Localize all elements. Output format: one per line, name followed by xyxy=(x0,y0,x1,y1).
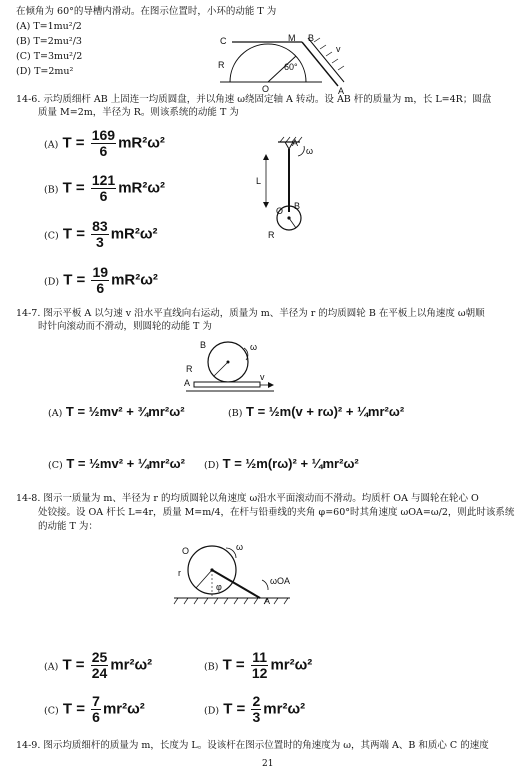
p148-line3: 的动能 T 为： xyxy=(38,521,98,532)
p135-label-m: M xyxy=(288,33,296,43)
p135-figure xyxy=(210,32,350,96)
p148-label-phi: φ xyxy=(216,582,222,592)
p147-figure xyxy=(180,338,280,394)
p147-label-w: ω xyxy=(250,342,258,352)
p146-label-o: O xyxy=(276,206,284,216)
p146-figure xyxy=(248,134,318,244)
p146-label-l: L xyxy=(256,176,262,186)
p148-figure xyxy=(170,540,310,610)
p135-option-c: (C) T=3mu²/2 xyxy=(16,51,83,62)
p135-line1: 在倾角为 60°的导槽内滑动。在图示位置时，小环的动能 T 为 xyxy=(16,6,277,17)
p135-label-o: O xyxy=(262,84,270,94)
p135-label-b: B xyxy=(308,33,315,43)
p146-label-a: A xyxy=(292,138,299,148)
p146-label-w: ω xyxy=(306,146,314,156)
p147-label-b: B xyxy=(200,340,207,350)
p148-option-d: (D) T = $\frac{2}{3}$ mr²ω² xyxy=(204,693,306,725)
page-number: 21 xyxy=(262,759,274,769)
p148-label-woa: ωOA xyxy=(270,576,291,586)
p147-line1: 14-7. 图示平板 A 以匀速 v 沿水平直线向右运动，质量为 m、半径为 r 的均质圆轮 B 在平板上以角速度 ω朝顺 xyxy=(16,308,485,319)
p147-label-a: A xyxy=(184,378,191,388)
p149-line1: 14-9. 图示均质细杆的质量为 m，长度为 L。设该杆在图示位置时的角速度为 ω，其两端 A、B 和质心 C 的速度 xyxy=(16,740,489,751)
p135-label-a: A xyxy=(338,86,345,96)
p146-label-r: R xyxy=(268,230,275,240)
p146-option-d: (D) T = $\frac{19}{6}$ mR²ω² xyxy=(44,264,158,296)
p147-label-v: v xyxy=(260,372,265,382)
p135-label-angle: 60° xyxy=(284,62,298,72)
p148-option-c: (C) T = $\frac{7}{6}$ mr²ω² xyxy=(44,693,145,725)
p148-option-a: (A) T = $\frac{25}{24}$ mr²ω² xyxy=(44,649,153,681)
p148-label-o: O xyxy=(182,546,190,556)
p147-line2: 时针向滚动而不滑动，则圆轮的动能 T 为 xyxy=(38,321,212,332)
p148-option-b: (B) T = $\frac{11}{12}$ mr²ω² xyxy=(204,649,313,681)
p147-option-a: (A) T = ½mv² + ¾mr²ω² xyxy=(48,404,185,419)
p146-line2: 质量 M=2m，半径为 R。则该系统的动能 T 为 xyxy=(38,107,239,118)
p148-line2: 处铰接。设 OA 杆长 L=4r，质量 M=m/4，在杆与铅垂线的夹角 φ=60°时其角速度 ωOA=ω/2，则此时该系统 xyxy=(38,507,515,518)
p147-option-c: (C) T = ½mv² + ¼mr²ω² xyxy=(48,456,185,471)
p147-option-d: (D) T = ½m(rω)² + ¼mr²ω² xyxy=(204,456,359,471)
p135-option-a: (A) T=1mu²/2 xyxy=(16,21,82,32)
p135-label-c: C xyxy=(220,36,227,46)
p135-option-d: (D) T=2mu² xyxy=(16,66,74,77)
p135-label-v: v xyxy=(336,44,341,54)
p146-option-c: (C) T = $\frac{83}{3}$ mR²ω² xyxy=(44,218,158,250)
p146-label-b: B xyxy=(294,201,301,211)
p146-option-a: (A) T = $\frac{169}{6}$ mR²ω² xyxy=(44,127,165,159)
p135-label-r: R xyxy=(218,60,225,70)
p148-label-a: A xyxy=(264,596,271,606)
p148-line1: 14-8. 图示一质量为 m、半径为 r 的均质圆轮以角速度 ω沿水平面滚动而不滑动。均质杆 OA 与圆轮在轮心 O xyxy=(16,493,479,504)
p147-option-b: (B) T = ½m(v + rω)² + ¼mr²ω² xyxy=(228,404,405,419)
p148-label-r: r xyxy=(178,568,181,578)
p146-line1: 14-6. 示均质细杆 AB 上固连一均质圆盘，并以角速 ω绕固定轴 A 转动。设 AB 杆的质量为 m，长 L=4R；圆盘 xyxy=(16,94,492,105)
p135-option-b: (B) T=2mu²/3 xyxy=(16,36,82,47)
p148-label-w: ω xyxy=(236,542,244,552)
p146-option-b: (B) T = $\frac{121}{6}$ mR²ω² xyxy=(44,172,166,204)
p147-label-r: R xyxy=(186,364,193,374)
